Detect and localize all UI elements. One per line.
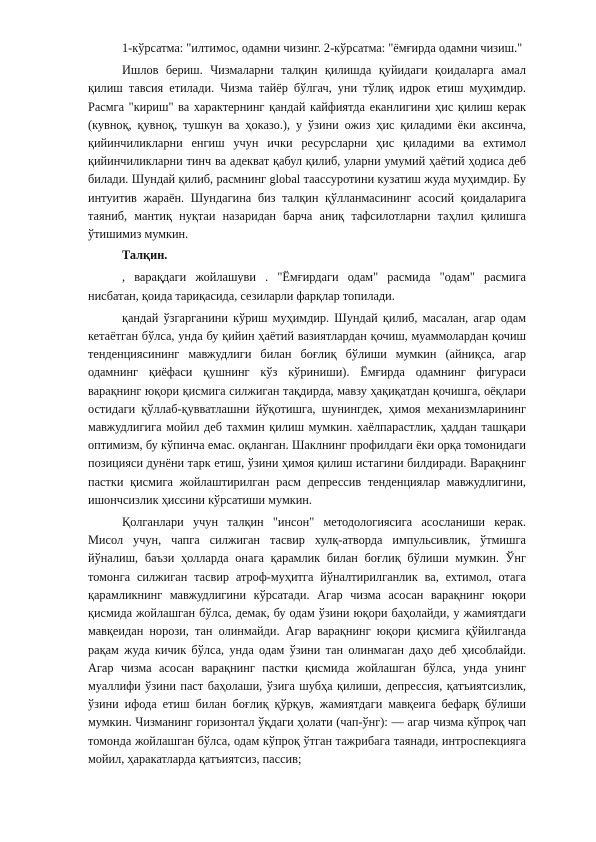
paragraph-methodology: Қолганлари учун талқин "инсон" методологиясига асосланиши керак. Мисол учун, чапга силжиган тасвир хулқ-атворда импульсивлик, ўтмишга йўналиш, баъзи ҳолларда онага қарамлик билан боғлиқ бўлиши мумкин. Ўнг томонга силжиган тасвир атроф-муҳитга йўналтирилганлик ва, ехтимол, отага қарамликнинг мавжудлигини кўрсатади. Агар чизма асосан варақнинг юқори қисмида жойлашган бўлса, демак, бу одам ўзини юқори баҳолайди, у жамиятдаги мавқеидан норози, тан олинмайди. Агар варақнинг юқори қисмига қўйилганда рақам жуда кичик бўлса, унда одам ўзини тан олинмаган даҳо деб ҳисоблайди. Агар чизма асосан варақнинг пастки қисмида жойлашган бўлса, унда унинг муаллифи ўзини паст баҳолаши, ўзига шубҳа қилиши, депрессия, қатъиятсизлик, ўзини ифода етиш билан боғлиқ қўрқув, жамиятдаги мавқеига бефарқ бўлиши мумкин. Чизманинг горизонтал ўқдаги ҳолати (чап-ўнг): — агар чизма кўпроқ чап томонда жойлашган бўлса, одам кўпроқ ўтган тажрибага таянади, интроспекцияга мойил, ҳаракатларда қатъиятсиз, пассив;	[88, 515, 526, 766]
paragraph-changes: қандай ўзгарганини кўриш муҳимдир. Шундай қилиб, масалан, агар одам кетаётган бўлса, унда бу қийин ҳаётий вазиятлардан қочиш, муаммолардан қочиш тенденциясининг мавжудлиги билан боғлиқ бўлиши мумкин (айниқса, агар одамнинг қиёфаси қушнинг кўз кўриниши). Ёмғирда одамнинг фигураси варақнинг юқори қисмига силжиган тақдирда, мавзу ҳақиқатдан қочишга, оёқлари остидаги қўллаб-қувватлашни йўқотишга, шунингдек, ҳимоя механизмларининг мавжудлигига мойил деб тахмин қилиш мумкин. хаёлпарастлик, ҳаддан ташқари оптимизм, бу кўпинча емас. оқланган. Шаклнинг профилдаги ёки орқа томонидаги позицияси дунёни тарк етиш, ўзини ҳимоя қилиш истагини билдиради. Варақнинг пастки қисмига жойлаштирилган расм депрессив тенденциялар мавжудлигини, ишончсизлик ҳиссини кўрсатиши мумкин.	[88, 310, 526, 507]
document-body	[88, 39, 526, 768]
paragraph-placement: , варақдаги жойлашуви . "Ёмғирдаги одам" расмида "одам" расмига нисбатан, қоида тариқасида, сезиларли фарқлар топилади.	[88, 270, 526, 303]
paragraph-processing: Ишлов бериш. Чизмаларни талқин қилишда қуйидаги қоидаларга амал қилиш тавсия етилади. Чизма тайёр бўлгач, уни тўлиқ идрок етиш муҳимдир. Расмга "кириш" ва характернинг қандай кайфиятда еканлигини ҳис қилиш керак (кувноқ, қувноқ, тушкун ва ҳоказо.), у ўзини ожиз ҳис қиладими ёки аксинча, қийинчиликларни енгиш учун ички ресурсларни ҳис қиладими ва ехтимол қийинчиликларни тинч ва адекват қабул қилиб, уларни умумий ҳаётий ҳодиса деб билади. Шундай қилиб, расмнинг global таассуротини кузатиш жуда муҳимдир. Бу интуитив жараён. Шундагина биз талқин қўлланмасининг асосий қоидаларига таяниб, мантиқ нуқтаи назаридан барча аниқ тафсилотларни таҳлил қилишга ўтишимиз мумкин.	[88, 63, 526, 242]
section-heading: Талқин.	[122, 248, 168, 263]
paragraph-instructions: 1-кўрсатма: "илтимос, одамни чизинг. 2-кўрсатма: "ёмғирда одамни чизиш."	[122, 41, 523, 55]
